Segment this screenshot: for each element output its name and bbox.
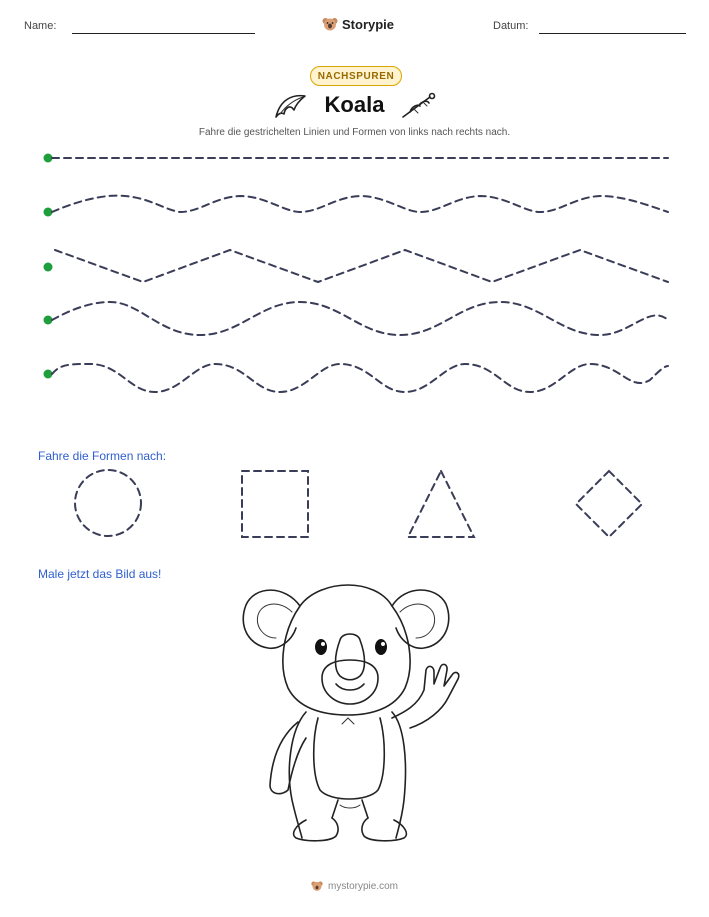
koala-coloring-picture[interactable] bbox=[243, 585, 459, 841]
shapes-section-label: Fahre die Formen nach: bbox=[38, 449, 167, 463]
eucalyptus-leaf-icon bbox=[276, 96, 305, 117]
trace-line-gentle-wave[interactable] bbox=[52, 196, 668, 212]
footer-url[interactable]: mystorypie.com bbox=[327, 880, 398, 892]
start-dot bbox=[44, 263, 53, 272]
footer bbox=[0, 880, 709, 892]
name-label: Name: bbox=[24, 20, 57, 32]
page-title: Koala bbox=[324, 92, 385, 117]
category-badge: NACHSPUREN bbox=[310, 66, 402, 86]
brand-name: Storypie bbox=[342, 16, 395, 32]
koala-logo-icon bbox=[311, 880, 323, 892]
tracing-lines bbox=[44, 154, 669, 393]
trace-line-zigzag[interactable] bbox=[55, 250, 668, 282]
trace-shape-triangle[interactable] bbox=[408, 471, 474, 537]
instructions-text: Fahre die gestrichelten Linien und Formen von links nach rechts nach. bbox=[198, 127, 511, 138]
trace-shape-square[interactable] bbox=[242, 471, 308, 537]
eucalyptus-branch-icon bbox=[403, 94, 435, 118]
trace-shape-diamond[interactable] bbox=[576, 471, 642, 537]
coloring-section-label: Male jetzt das Bild aus! bbox=[38, 567, 162, 581]
trace-line-wave[interactable] bbox=[52, 302, 668, 335]
trace-line-deep-wave[interactable] bbox=[52, 364, 668, 392]
trace-shape-circle[interactable] bbox=[75, 470, 141, 536]
date-label: Datum: bbox=[493, 20, 529, 32]
tracing-shapes bbox=[75, 470, 642, 537]
